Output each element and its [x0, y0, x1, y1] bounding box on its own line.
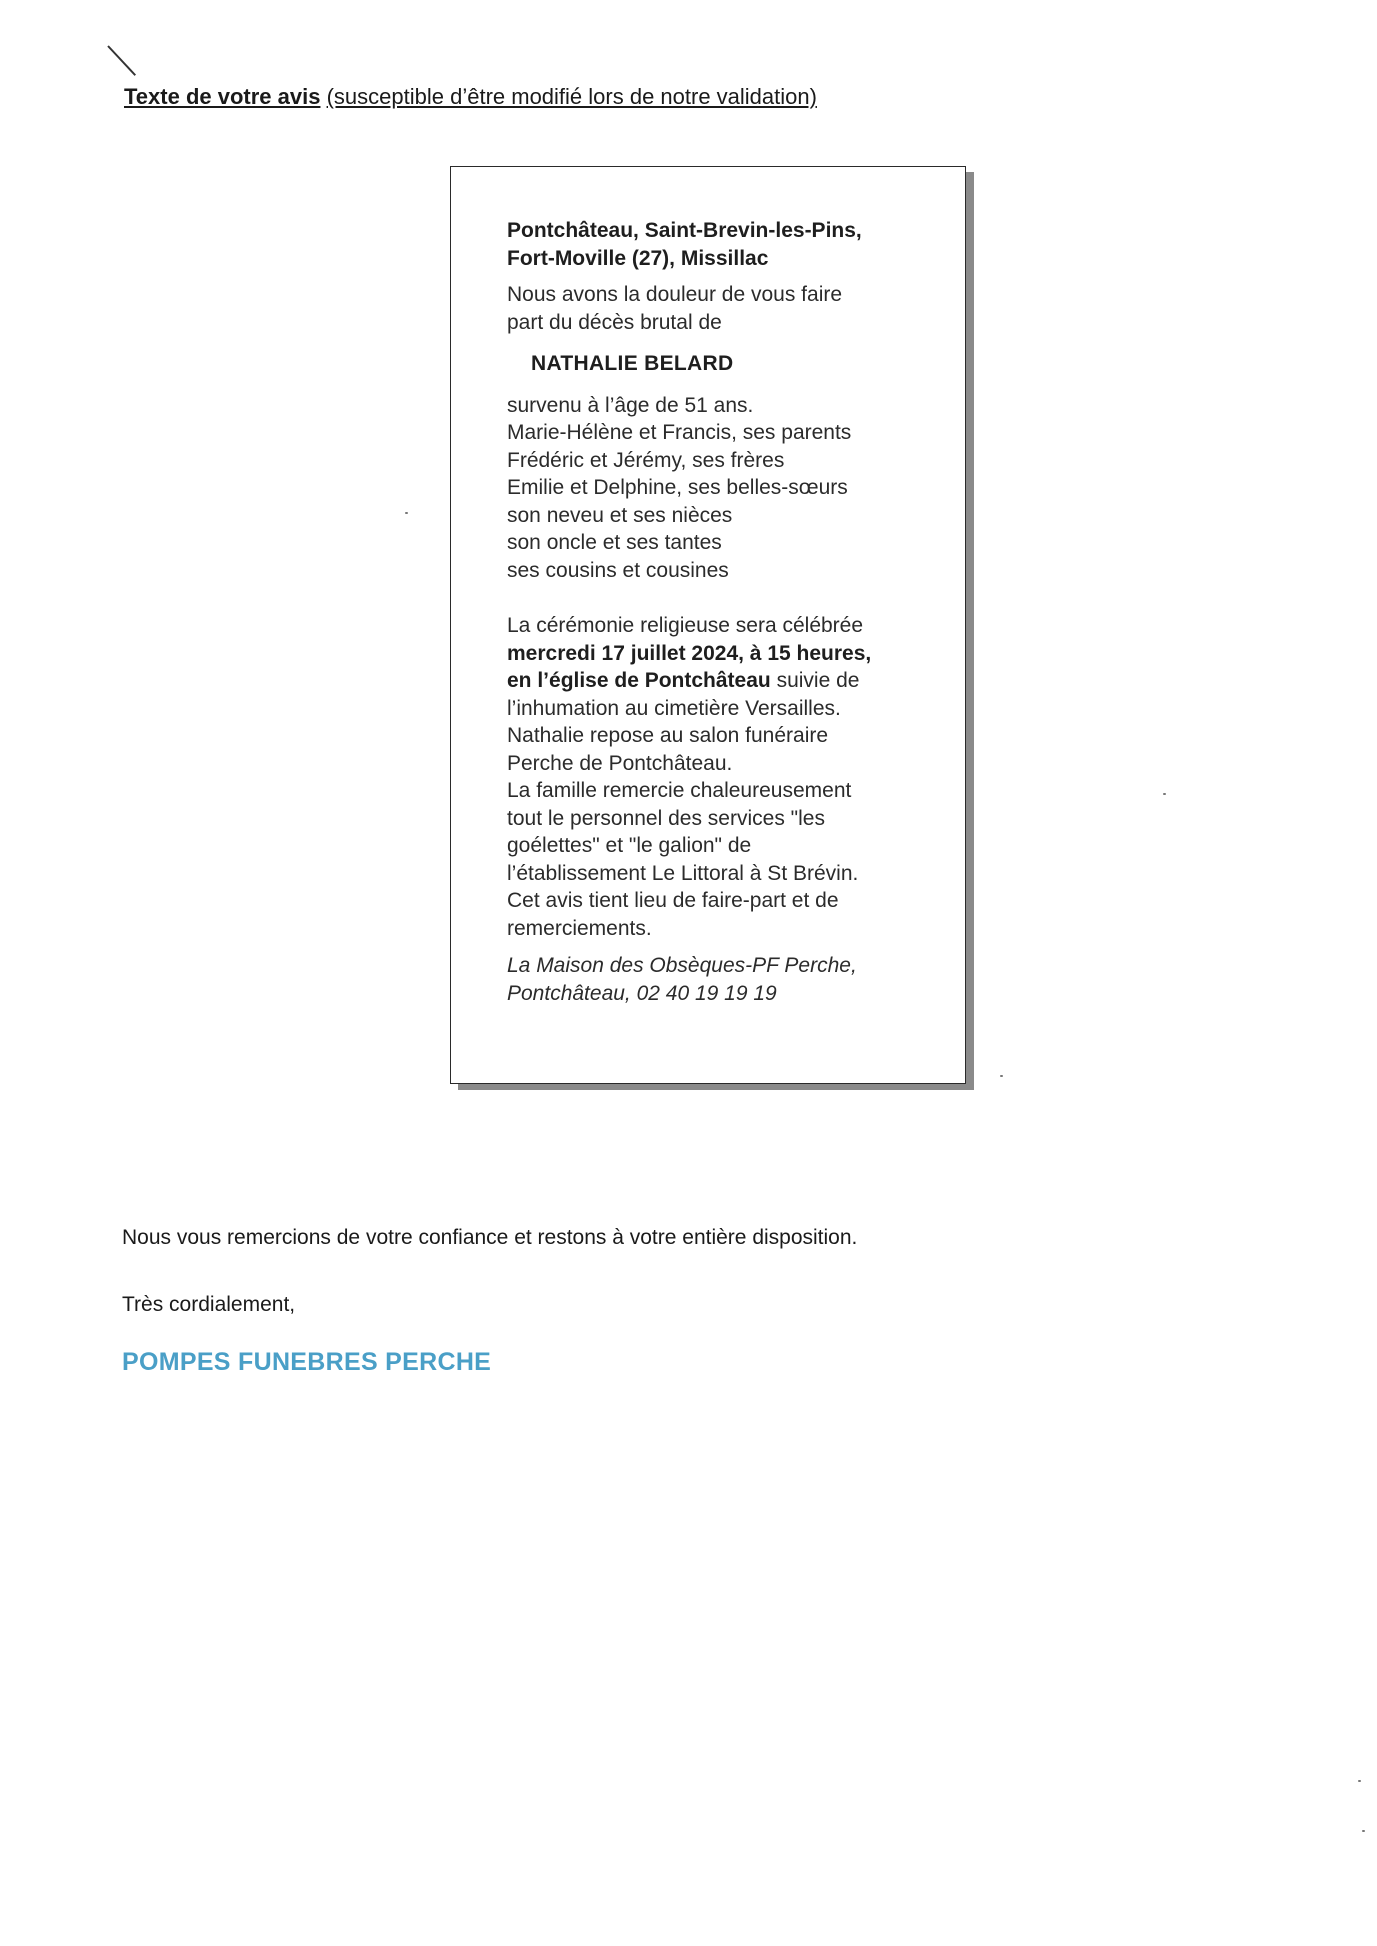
family-line: ses cousins et cousines — [507, 558, 729, 582]
scan-pen-mark — [107, 45, 136, 76]
scan-speck — [1362, 1830, 1365, 1832]
family-line: son oncle et ses tantes — [507, 531, 722, 554]
notice-heading — [124, 84, 817, 110]
ceremony-line: l’établissement Le Littoral à St Brévin. — [507, 861, 859, 885]
ceremony-line: tout le personnel des services "les — [507, 806, 825, 830]
ceremony-line: Cet avis tient lieu de faire-part et de — [507, 889, 839, 912]
company-name: POMPES FUNEBRES PERCHE — [122, 1348, 492, 1376]
family-line: Marie-Hélène et Francis, ses parents — [507, 421, 852, 444]
family-list — [507, 392, 927, 585]
places-line: Pontchâteau, Saint-Brevin-les-Pins, — [507, 219, 862, 242]
ceremony-line: remerciements. — [507, 916, 652, 940]
ceremony-line: Nathalie repose au salon funéraire — [507, 724, 829, 747]
scan-speck — [1000, 1075, 1003, 1077]
scan-speck — [405, 512, 408, 514]
signature-line: Pontchâteau, 02 40 19 19 19 — [507, 981, 777, 1005]
signature-line: La Maison des Obsèques-PF Perche, — [507, 954, 857, 977]
obituary-notice-content — [507, 217, 927, 1007]
ceremony-place — [507, 667, 927, 695]
intro-line: part du décès brutal de — [507, 310, 722, 334]
notice-intro — [507, 281, 927, 336]
notice-signature — [507, 952, 927, 1007]
scan-speck — [1163, 793, 1166, 795]
ceremony-date: mercredi 17 juillet 2024, à 15 heures, — [507, 641, 872, 665]
intro-line: Nous avons la douleur de vous faire — [507, 283, 843, 306]
ceremony-line: goélettes" et "le galion" de — [507, 834, 752, 857]
family-line: Frédéric et Jérémy, ses frères — [507, 448, 785, 472]
family-line: son neveu et ses nièces — [507, 503, 733, 527]
paragraph-gap — [507, 584, 927, 612]
closing-text: Très cordialement, — [122, 1293, 296, 1316]
notice-places — [507, 217, 927, 273]
family-line: survenu à l’âge de 51 ans. — [507, 393, 754, 417]
ceremony-place-rest: suivie de — [770, 669, 860, 692]
scan-speck — [1358, 1780, 1361, 1782]
deceased-name: NATHALIE BELARD — [531, 352, 734, 375]
ceremony-details — [507, 612, 927, 942]
ceremony-line: La famille remercie chaleureusement — [507, 779, 852, 802]
family-line: Emilie et Delphine, ses belles-sœurs — [507, 476, 848, 499]
obituary-notice-box — [450, 166, 966, 1084]
places-line: Fort-Moville (27), Missillac — [507, 247, 769, 270]
thanks-text: Nous vous remercions de votre confiance et restons à votre entière disposition. — [122, 1226, 858, 1249]
notice-heading-note: (susceptible d’être modifié lors de notre validation) — [326, 84, 817, 109]
ceremony-line: Perche de Pontchâteau. — [507, 751, 733, 775]
notice-heading-bold: Texte de votre avis — [124, 84, 321, 109]
ceremony-line: La cérémonie religieuse sera célébrée — [507, 614, 864, 637]
ceremony-place-bold: en l’église de Pontchâteau — [507, 669, 771, 692]
ceremony-burial: l’inhumation au cimetière Versailles. — [507, 696, 841, 720]
